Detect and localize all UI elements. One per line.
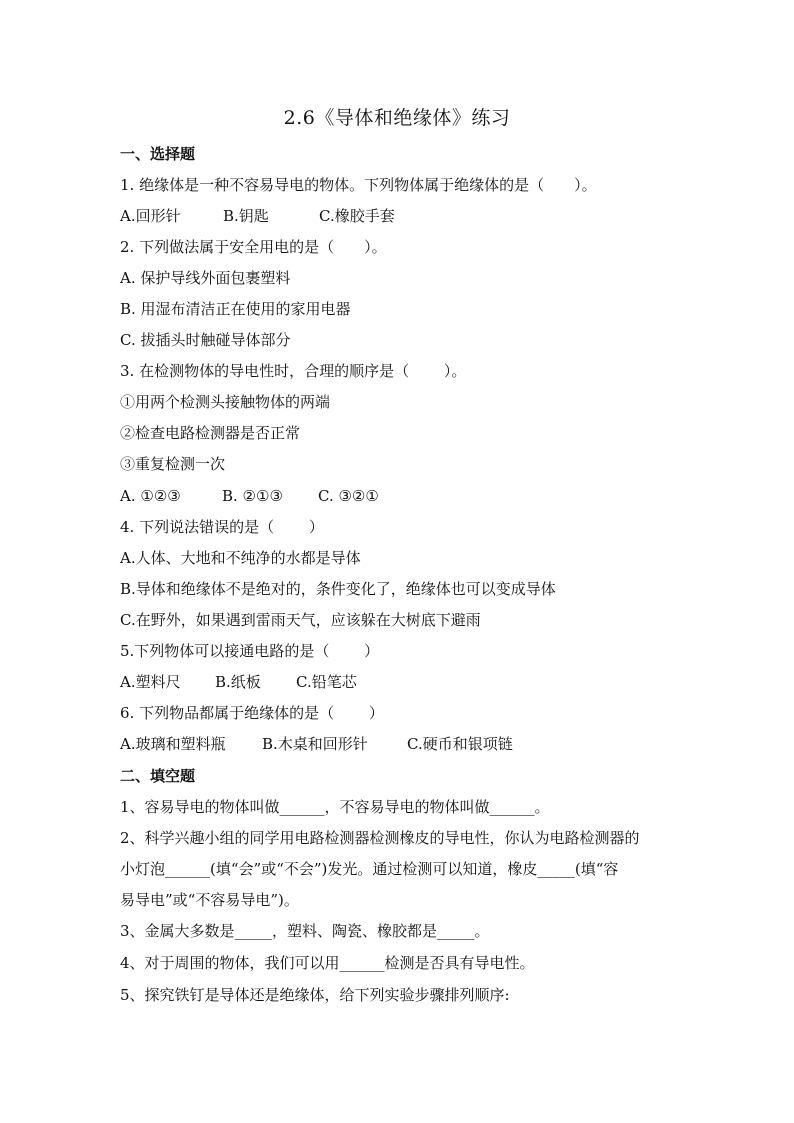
question-3-options bbox=[120, 485, 379, 507]
question-3-step-1: ①用两个检测头接触物体的两端 bbox=[120, 393, 331, 411]
question-4-stem: 4. 下列说法错误的是（ ） bbox=[120, 518, 324, 536]
fill-question-5: 5、探究铁钉是导体还是绝缘体，给下列实验步骤排列顺序: bbox=[120, 986, 510, 1004]
question-1-options bbox=[120, 205, 395, 227]
fill-question-2-line-3: 易导电”或“不容易导电”)。 bbox=[120, 891, 299, 909]
question-5-options bbox=[120, 671, 357, 693]
option-b: B.纸板 bbox=[215, 673, 261, 691]
fill-question-2-line-2: 小灯泡______(填“会”或“不会”)发光。通过检测可以知道，橡皮_____(填“容 bbox=[120, 860, 619, 878]
question-1-stem: 1. 绝缘体是一种不容易导电的物体。下列物体属于绝缘体的是（ ）。 bbox=[120, 176, 597, 194]
option-b: B.木桌和回形针 bbox=[262, 735, 368, 753]
fill-question-4: 4、对于周围的物体，我们可以用______检测是否具有导电性。 bbox=[120, 954, 535, 972]
fill-question-2-line-1: 2、科学兴趣小组的同学用电路检测器检测橡皮的导电性，你认为电路检测器的 bbox=[120, 829, 640, 847]
question-5-stem: 5.下列物体可以接通电路的是（ ） bbox=[120, 642, 380, 660]
option-b: B. ②①③ bbox=[222, 487, 283, 505]
option-b: B.钥匙 bbox=[223, 207, 269, 225]
option-c: C. ③②① bbox=[318, 487, 379, 505]
question-6-stem: 6. 下列物品都属于绝缘体的是（ ） bbox=[120, 704, 384, 722]
page-title: 2.6《导体和绝缘体》练习 bbox=[283, 107, 511, 129]
question-6-options bbox=[120, 733, 513, 755]
section-heading-fill-blank: 二、填空题 bbox=[120, 767, 196, 785]
option-c: C.橡胶手套 bbox=[319, 207, 395, 225]
question-4-option-b: B.导体和绝缘体不是绝对的，条件变化了，绝缘体也可以变成导体 bbox=[120, 580, 556, 598]
option-a: A.玻璃和塑料瓶 bbox=[120, 735, 226, 753]
question-3-step-2: ②检查电路检测器是否正常 bbox=[120, 424, 301, 442]
question-2-option-a: A. 保护导线外面包裹塑料 bbox=[120, 269, 291, 287]
option-c: C.铅笔芯 bbox=[296, 673, 357, 691]
question-2-option-b: B. 用湿布清洁正在使用的家用电器 bbox=[120, 300, 351, 318]
question-2-option-c: C. 拔插头时触碰导体部分 bbox=[120, 331, 291, 349]
fill-question-1: 1、容易导电的物体叫做______，不容易导电的物体叫做______。 bbox=[120, 798, 550, 816]
question-4-option-a: A.人体、大地和不纯净的水都是导体 bbox=[120, 549, 361, 567]
fill-question-3: 3、金属大多数是_____，塑料、陶瓷、橡胶都是_____。 bbox=[120, 922, 490, 940]
option-a: A.回形针 bbox=[120, 207, 181, 225]
question-2-stem: 2. 下列做法属于安全用电的是（ ）。 bbox=[120, 238, 387, 256]
section-heading-choice: 一、选择题 bbox=[120, 145, 196, 163]
option-a: A.塑料尺 bbox=[120, 673, 181, 691]
question-4-option-c: C.在野外，如果遇到雷雨天气，应该躲在大树底下避雨 bbox=[120, 611, 481, 629]
option-a: A. ①②③ bbox=[120, 487, 181, 505]
question-3-step-3: ③重复检测一次 bbox=[120, 455, 226, 473]
option-c: C.硬币和银项链 bbox=[407, 735, 513, 753]
question-3-stem: 3. 在检测物体的导电性时，合理的顺序是（ ）。 bbox=[120, 362, 467, 380]
